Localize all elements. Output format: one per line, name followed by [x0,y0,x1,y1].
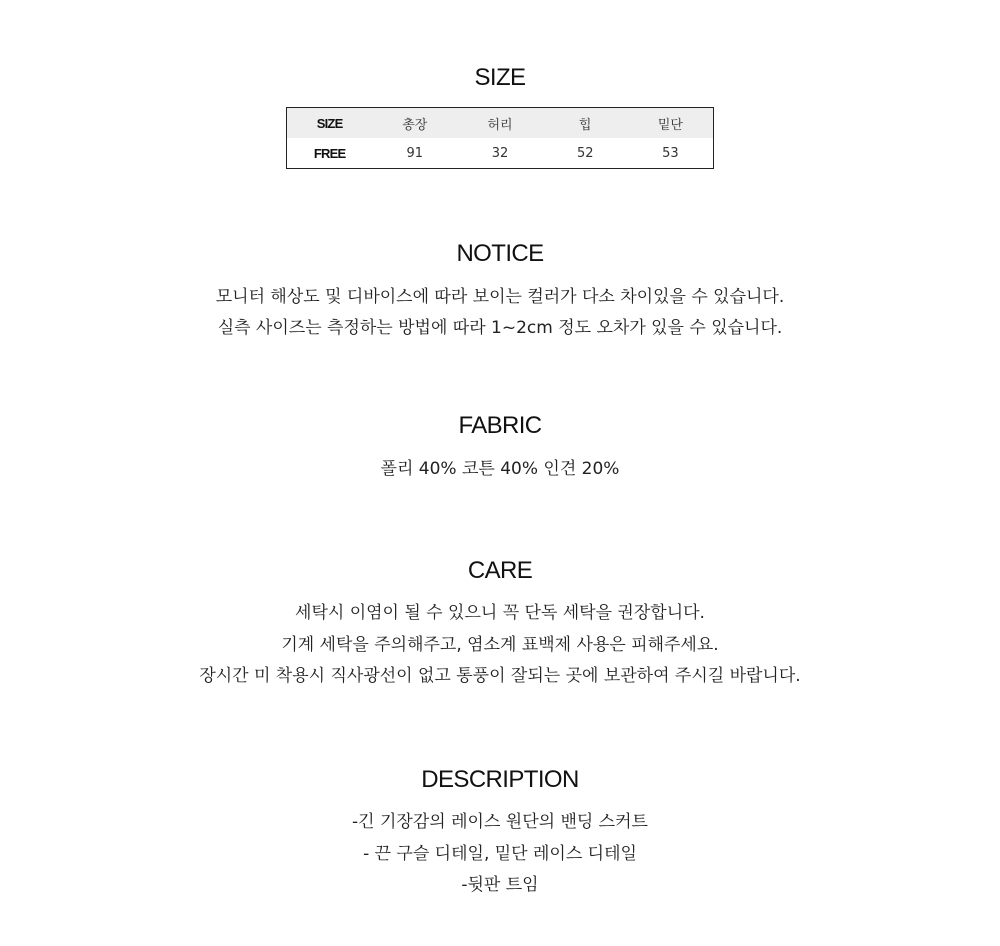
notice-line: 모니터 해상도 및 디바이스에 따라 보이는 컬러가 다소 차이있을 수 있습니다. [215,287,785,307]
size-cell: FREE [313,146,346,161]
size-header-cell: 허리 [487,117,513,133]
size-header-cell: 총장 [402,117,428,133]
size-cell: 52 [576,146,594,161]
care-line: 장시간 미 착용시 직사광선이 없고 통풍이 잘되는 곳에 보관하여 주시길 바랍니다. [199,666,801,686]
size-table [286,107,714,169]
description-line: -긴 기장감의 레이스 원단의 밴딩 스커트 [352,812,648,832]
size-cell: 32 [491,146,509,161]
size-cell: 91 [406,146,424,161]
notice-line: 실측 사이즈는 측정하는 방법에 따라 1~2cm 정도 오차가 있을 수 있습니다. [217,318,783,338]
description-title: DESCRIPTION [421,766,579,793]
notice-title: NOTICE [456,240,544,267]
fabric-line: 폴리 40% 코튼 40% 인견 20% [380,459,620,479]
size-table-row [287,138,713,169]
size-header-cell: 밑단 [657,117,683,133]
size-cell: 53 [662,146,679,161]
description-line: -뒷판 트임 [461,875,539,895]
care-line: 세탁시 이염이 될 수 있으니 꼭 단독 세탁을 권장합니다. [295,603,705,623]
care-line: 기계 세탁을 주의해주고, 염소계 표백제 사용은 피해주세요. [281,635,719,655]
size-title: SIZE [474,64,526,91]
size-header-cell: SIZE [316,115,343,131]
description-line: - 끈 구슬 디테일, 밑단 레이스 디테일 [363,844,637,864]
care-title: CARE [467,557,533,584]
size-table-header-row [287,108,713,138]
size-header-cell: 힙 [578,117,592,133]
fabric-title: FABRIC [458,412,542,439]
